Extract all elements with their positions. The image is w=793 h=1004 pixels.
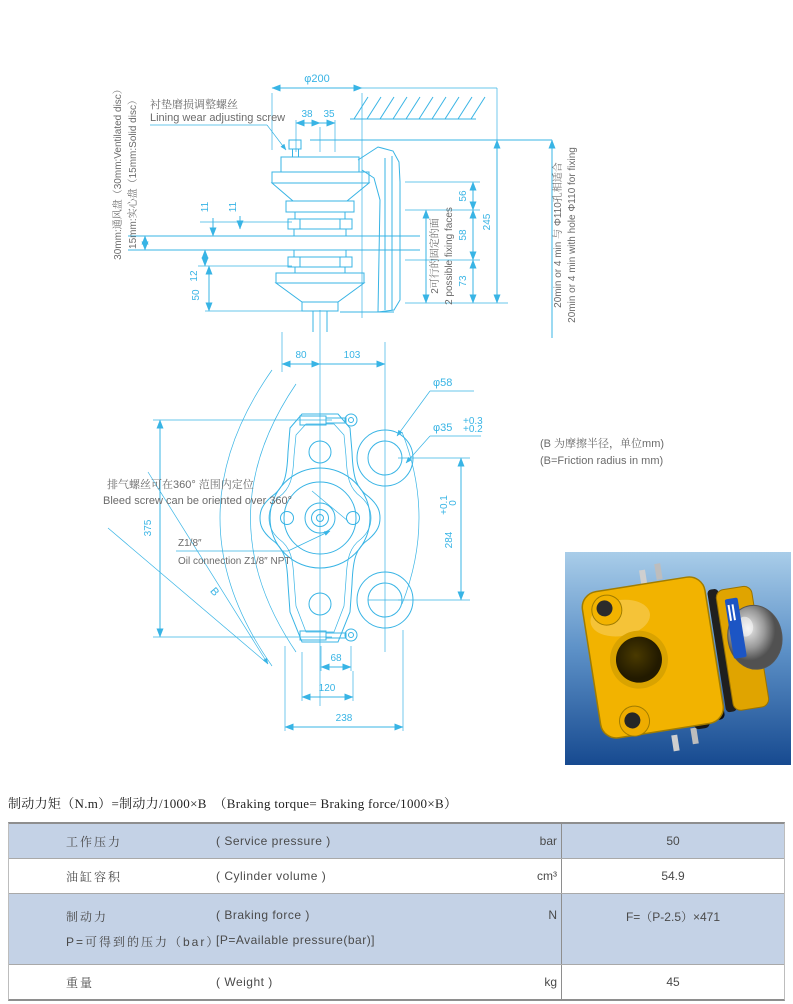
oil-label-1: Z1/8″ [178, 538, 202, 549]
lining-screw-en: Lining wear adjusting screw [150, 112, 286, 124]
caliper-photo-group [577, 552, 791, 762]
fixing-hole-note [551, 140, 578, 338]
dim-dia35 [406, 416, 483, 463]
dim-35-text: 35 [323, 109, 335, 120]
pin-bottom-right [690, 728, 698, 745]
row-unit: kg [544, 975, 557, 989]
dim-11b-text: 11 [228, 201, 239, 213]
disc-type-note [111, 84, 139, 260]
friction-note-cn: (B 为摩擦半径，单位mm) [540, 438, 665, 450]
dim-103-text: 103 [343, 350, 361, 361]
dim-284-text: 284 [444, 531, 455, 549]
row-unit: cm³ [537, 869, 557, 883]
side-view [103, 310, 483, 731]
row-value: 50 [561, 824, 784, 858]
dim-284-tol-hi: +0.1 [439, 495, 450, 515]
braking-force-line2 [9, 933, 561, 950]
fixing-faces-cn: 2可行的固定的面 [430, 218, 441, 294]
row-unit: bar [539, 834, 557, 848]
dim-80-text: 80 [295, 350, 307, 361]
row-value: 45 [561, 965, 784, 999]
lining-screw-label [150, 97, 286, 150]
friction-note-en: (B=Friction radius in mm) [540, 455, 664, 467]
row-value: 54.9 [561, 859, 784, 893]
oil-label-2: Oil connection Z1/8″ NPT [178, 556, 291, 567]
row-label-cn: 油缸容积 [66, 869, 123, 884]
dim-12-text: 12 [189, 270, 200, 282]
dim-38-35 [296, 109, 335, 152]
friction-radius-note [540, 436, 664, 467]
fixing-faces-en: 2 possible fixing faces [444, 207, 455, 305]
dim-73-text: 73 [458, 275, 469, 287]
dim-dia58-text: φ58 [433, 377, 453, 389]
braking-force-labels [9, 894, 561, 964]
dim-68-text: 68 [330, 653, 342, 664]
row-label-cn: 工作压力 [66, 834, 123, 849]
dim-dia200-text: φ200 [304, 73, 330, 85]
right-dimensions [405, 88, 508, 305]
row-label-en: ( Service pressure ) [216, 834, 331, 848]
table-row-braking-force [9, 893, 784, 964]
dim-dia35-text: φ35 [433, 422, 453, 434]
left-dimensions [189, 201, 302, 311]
disc-note-line1: 30mm:通风盘（30mm:Ventilated disc） [113, 84, 124, 260]
row-label-cn: 重量 [66, 975, 95, 990]
fixing-hole-note-cn: 20min or 4 min 与 Φ110孔相适合 [553, 162, 564, 308]
dim-dia35-tol-lo: +0.2 [463, 424, 483, 435]
dim-11a-text: 11 [200, 201, 211, 213]
fixing-hole-note-en: 20min or 4 min with hole Φ110 for fixing [567, 147, 578, 323]
product-photo [565, 552, 791, 765]
row-label2-en: [P=Available pressure(bar)] [216, 933, 376, 947]
dim-56-text: 56 [458, 190, 469, 202]
bleed-screw-note [103, 477, 348, 521]
pin-top-right [654, 563, 662, 580]
disc-note-line2: 15mm:实心盘（15mm:Solid disc） [128, 95, 139, 249]
row-value: F=（P-2.5）×471 [561, 894, 784, 964]
braking-torque-formula: 制动力矩（N.m）=制动力/1000×B （Braking torque= Braking force/1000×B） [8, 796, 458, 811]
table-row-weight [9, 964, 784, 999]
table-row-cylinder-volume [9, 858, 784, 893]
wall-hatch [350, 97, 485, 119]
row-label-en: ( Weight ) [216, 975, 273, 989]
dim-284 [398, 458, 470, 600]
dim-80-103 [282, 350, 385, 364]
bleed-note-en: Bleed screw can be oriented over 360° [103, 495, 293, 507]
row-label-cn: 制动力 [66, 910, 109, 924]
pin-bottom-left [671, 735, 679, 752]
dim-245-text: 245 [482, 213, 493, 231]
dim-dia35-tol-hi: +0.3 [463, 416, 483, 427]
row-label2-cn: P=可得到的压力（bar） [66, 935, 221, 949]
dim-38-text: 38 [301, 109, 313, 120]
braking-force-line1 [9, 908, 561, 925]
row-unit: N [548, 908, 557, 922]
lining-screw-cn: 衬垫磨损调整螺丝 [150, 99, 238, 111]
bleed-note-cn: 排气螺丝可在360° 范围内定位 [107, 479, 254, 491]
row-label-en: ( Braking force ) [216, 908, 310, 922]
brake-disc-lines [128, 236, 420, 250]
dim-120-text: 120 [318, 683, 336, 694]
dim-50-text: 50 [191, 289, 202, 301]
caliper-photo-illustration [565, 552, 791, 765]
row-label-en: ( Cylinder volume ) [216, 869, 327, 883]
table-row-service-pressure [9, 824, 784, 858]
top-section-view [111, 73, 578, 338]
dim-375-text: 375 [143, 519, 154, 537]
dim-58-text: 58 [458, 229, 469, 241]
dim-B-text: B [207, 585, 222, 599]
dim-238-text: 238 [335, 713, 353, 724]
spec-table [8, 822, 785, 1001]
dim-284-tol-lo: 0 [448, 500, 459, 506]
